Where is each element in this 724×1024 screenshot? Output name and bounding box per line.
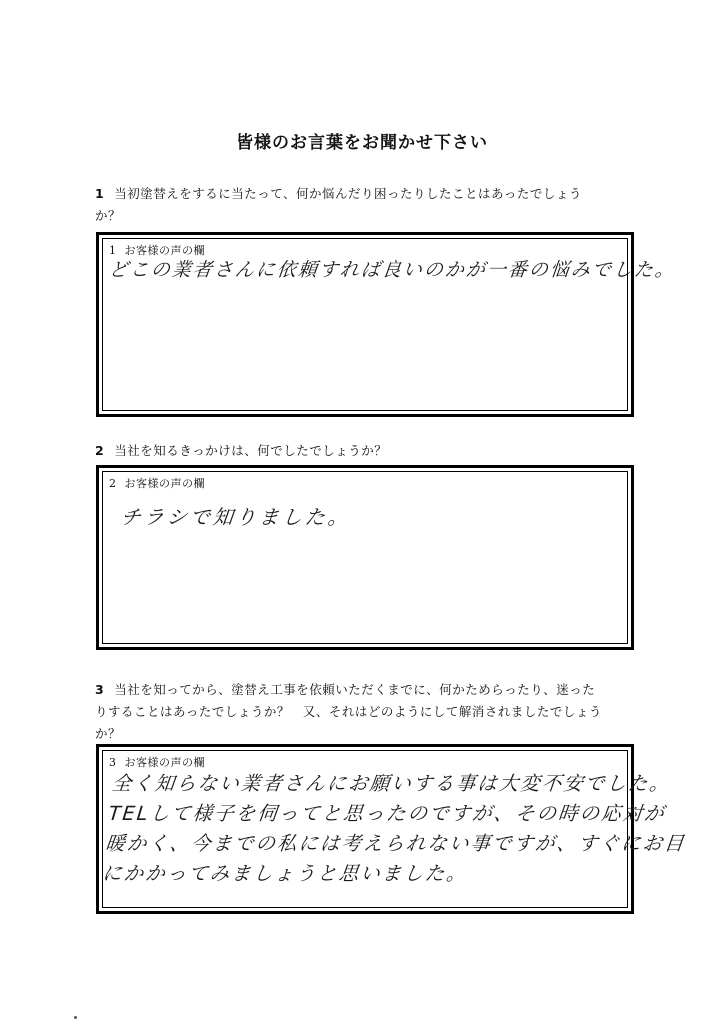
question-2 bbox=[95, 440, 640, 462]
question-3-text-cont-1: りすることはあったでしょうか？ 又、それはどのようにして解消されましたでしょう bbox=[95, 704, 602, 719]
question-2-text: 当社を知るきっかけは、何でしたでしょうか？ bbox=[114, 443, 388, 458]
answer-box-3 bbox=[96, 744, 687, 914]
question-1-number: 1 bbox=[95, 186, 105, 201]
answer-3-line-2: TELして様子を伺ってと思ったのですが、その時の応対が bbox=[107, 802, 667, 825]
question-1 bbox=[95, 183, 640, 227]
answer-box-2 bbox=[96, 465, 634, 650]
answer-box-3-number: 3 bbox=[109, 756, 117, 769]
answer-1-handwriting: どこの業者さんに依頼すれば良いのかが一番の悩みでした。 bbox=[107, 259, 678, 281]
question-3-text-cont-2: か？ bbox=[95, 726, 122, 741]
answer-3-line-3: 暖かく、今までの私には考えられない事ですが、すぐにお目 bbox=[104, 832, 687, 855]
answer-box-2-label bbox=[109, 475, 205, 491]
question-3-text: 当社を知ってから、塗替え工事を依頼いただくまでに、何かためらったり、迷った bbox=[114, 682, 596, 697]
answer-2-handwriting: チラシで知りました。 bbox=[119, 505, 353, 529]
question-2-line-1 bbox=[95, 440, 640, 462]
answer-3-line-4: にかかってみましょうと思いました。 bbox=[101, 862, 470, 885]
question-1-line-1 bbox=[95, 183, 640, 205]
question-3-line-1 bbox=[95, 679, 640, 701]
question-3-number: 3 bbox=[95, 682, 105, 697]
page-title: 皆様のお言葉をお聞かせ下さい bbox=[236, 133, 488, 153]
answer-box-2-number: 2 bbox=[109, 477, 117, 490]
question-1-text-cont: か？ bbox=[95, 208, 122, 223]
answer-3-handwriting bbox=[101, 769, 694, 889]
question-2-number: 2 bbox=[95, 443, 105, 458]
answer-box-1-title: お客様の声の欄 bbox=[124, 244, 205, 257]
answer-box-1 bbox=[96, 232, 678, 417]
question-1-text: 当初塗替えをするに当たって、何か悩んだり困ったりしたことはあったでしょう bbox=[114, 186, 582, 201]
answer-box-1-number: 1 bbox=[109, 244, 117, 257]
answer-box-3-label bbox=[109, 754, 205, 770]
answer-box-3-title: お客様の声の欄 bbox=[124, 756, 205, 769]
scan-speck bbox=[74, 1016, 77, 1019]
answer-box-2-title: お客様の声の欄 bbox=[124, 477, 205, 490]
question-3 bbox=[95, 679, 640, 745]
answer-3-line-1: 全く知らない業者さんにお願いする事は大変不安でした。 bbox=[110, 772, 673, 795]
